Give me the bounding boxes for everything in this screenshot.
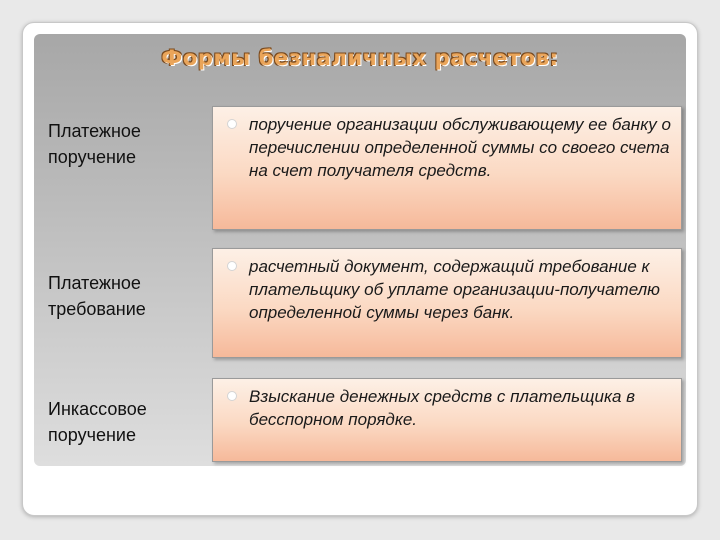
definition-text: поручение организации обслуживающему ее банку о перечислении определенной суммы со своего счета на счет получателя средств. <box>249 115 671 180</box>
definition-box <box>212 248 682 358</box>
definition-text: Взыскание денежных средств с плательщика в бесспорном порядке. <box>249 387 636 429</box>
bullet-icon <box>227 261 237 271</box>
slide-title: Формы безналичных расчетов: <box>161 46 559 70</box>
term-label: Инкассовое поручение <box>48 399 147 445</box>
term-label: Платежное поручение <box>48 121 141 167</box>
bullet-icon <box>227 391 237 401</box>
definition-box <box>212 106 682 230</box>
definition-text: расчетный документ, содержащий требование к плательщику об уплате организации-получателю определенной суммы через банк. <box>249 257 660 322</box>
definition-box <box>212 378 682 462</box>
definition-item <box>227 385 671 431</box>
definition-item <box>227 255 671 324</box>
definition-item <box>227 113 671 182</box>
term-label: Платежное требование <box>48 273 146 319</box>
bullet-icon <box>227 119 237 129</box>
